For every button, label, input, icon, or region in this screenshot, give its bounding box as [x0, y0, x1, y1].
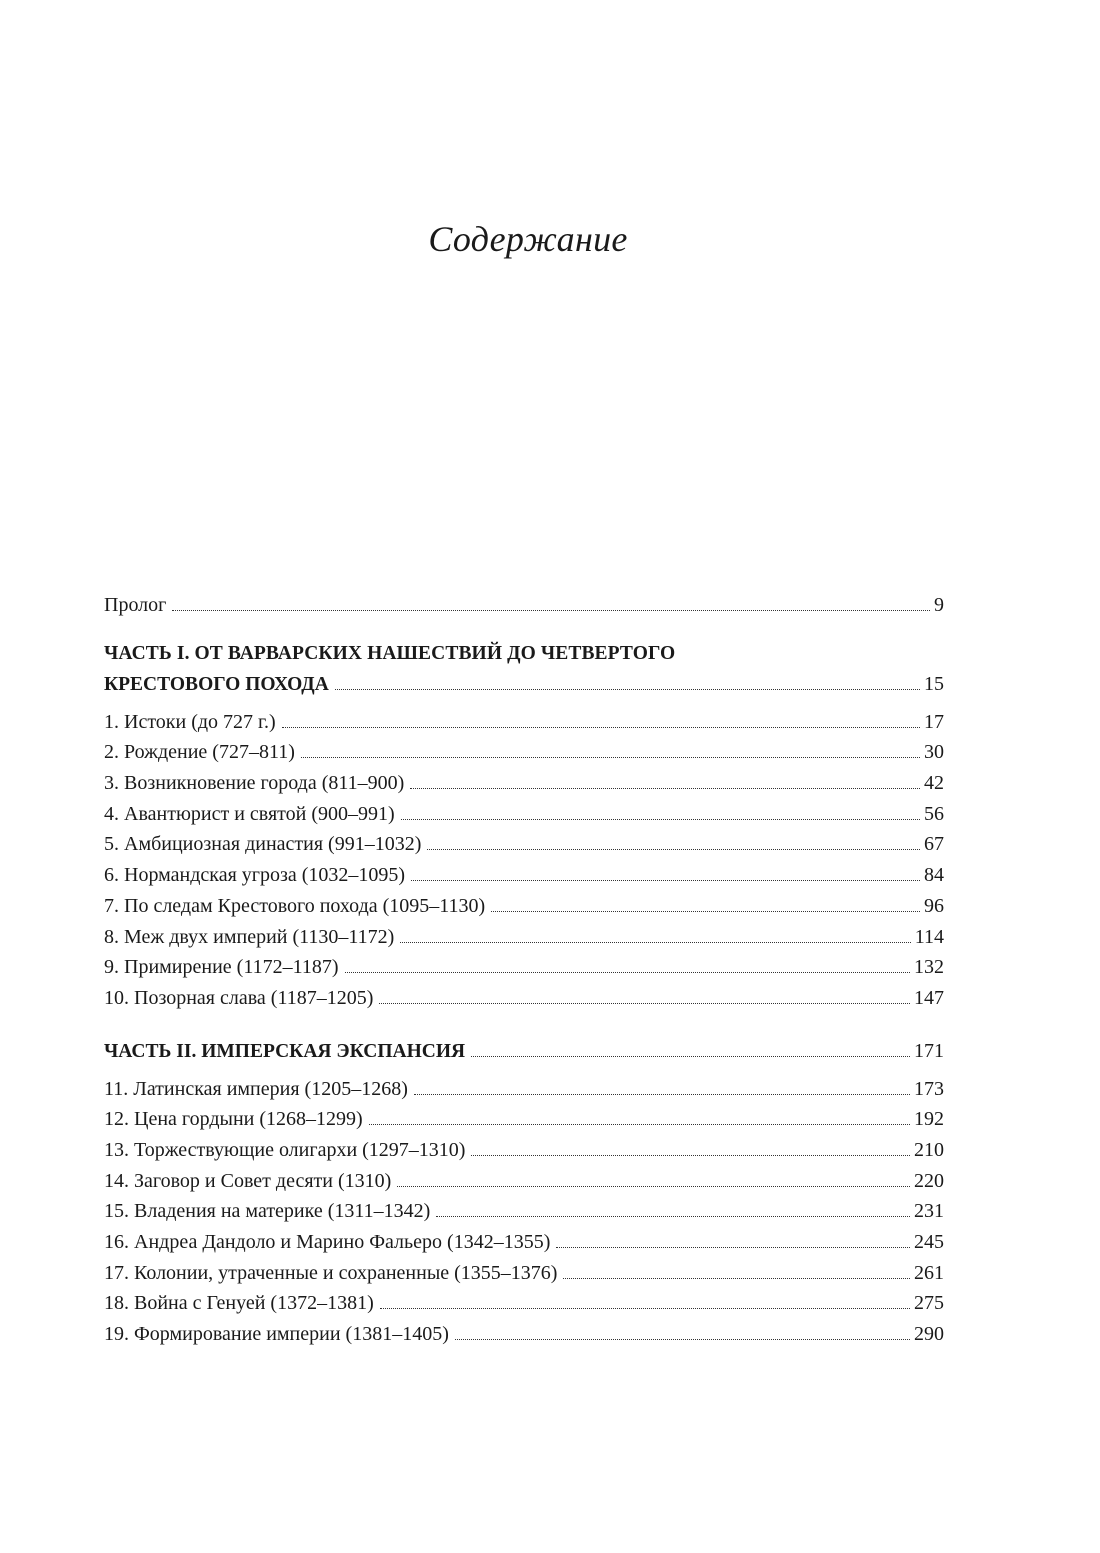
toc-entry-prologue [104, 590, 944, 621]
toc-entry-page: 114 [914, 925, 944, 948]
dot-leader [282, 726, 920, 728]
dot-leader [556, 1246, 910, 1248]
toc-entry-page: 147 [914, 986, 944, 1009]
toc-entry-chapter [104, 1196, 944, 1227]
toc-entry-label: Пролог [104, 594, 167, 616]
part-heading-label: ЧАСТЬ II. ИМПЕРСКАЯ ЭКСПАНСИЯ [104, 1040, 466, 1062]
toc-entry-label: 2. Рождение (727–811) [104, 741, 295, 764]
toc-entry-label: 17. Колонии, утраченные и сохраненные (1355–1376) [104, 1261, 558, 1284]
table-of-contents [104, 590, 944, 1350]
dot-leader [411, 879, 920, 881]
part-heading-line1: ЧАСТЬ I. ОТ ВАРВАРСКИХ НАШЕСТВИЙ ДО ЧЕТВЕРТОГО [104, 642, 676, 664]
dot-leader [563, 1277, 910, 1279]
toc-entry-page: 56 [924, 802, 944, 825]
toc-entry-chapter [104, 1166, 944, 1197]
toc-entry-chapter [104, 737, 944, 768]
toc-entry-chapter [104, 983, 944, 1014]
toc-entry-page: 210 [914, 1138, 944, 1161]
toc-entry-chapter [104, 799, 944, 830]
toc-entry-chapter [104, 1319, 944, 1350]
toc-entry-label: 4. Авантюрист и святой (900–991) [104, 802, 395, 825]
toc-entry-label: 16. Андреа Дандоло и Марино Фальеро (1342–1355) [104, 1231, 551, 1253]
toc-entry-page: 67 [924, 833, 944, 856]
part-heading-page: 171 [914, 1039, 944, 1062]
toc-entry-label: 19. Формирование империи (1381–1405) [104, 1323, 449, 1346]
dot-leader [427, 848, 920, 850]
dot-leader [410, 787, 920, 789]
toc-entry-chapter [104, 1258, 944, 1289]
dot-leader [172, 609, 930, 611]
part-heading-label: КРЕСТОВОГО ПОХОДА [104, 673, 329, 695]
toc-entry-page: 9 [934, 594, 944, 616]
dot-leader [471, 1154, 910, 1156]
part-heading [104, 1036, 944, 1068]
dot-leader [379, 1002, 910, 1004]
toc-entry-page: 17 [924, 710, 944, 733]
toc-entry-label: 5. Амбициозная династия (991–1032) [104, 833, 422, 856]
toc-entry-page: 192 [914, 1108, 944, 1131]
toc-entry-page: 84 [924, 864, 944, 887]
dot-leader [380, 1307, 910, 1309]
dot-leader [401, 818, 920, 820]
toc-entry-label: 13. Торжествующие олигархи (1297–1310) [104, 1138, 466, 1161]
toc-entry-chapter [104, 707, 944, 738]
toc-entry-chapter [104, 829, 944, 860]
toc-entry-chapter [104, 1135, 944, 1166]
chapter-list-part-1 [104, 707, 944, 1014]
toc-entry-chapter [104, 952, 944, 983]
toc-entry-chapter [104, 768, 944, 799]
part-heading [104, 639, 944, 701]
dot-leader [414, 1093, 910, 1095]
toc-entry-page: 261 [914, 1261, 944, 1284]
page-title: Содержание [428, 219, 628, 259]
toc-entry-page: 96 [924, 894, 944, 917]
toc-entry-page: 220 [914, 1169, 944, 1192]
dot-leader [345, 971, 910, 973]
part-heading-line2 [104, 1036, 944, 1068]
dot-leader [301, 756, 920, 758]
toc-entry-label: 12. Цена гордыни (1268–1299) [104, 1108, 363, 1131]
dot-leader [369, 1123, 910, 1125]
dot-leader [471, 1055, 910, 1057]
toc-entry-label: 15. Владения на материке (1311–1342) [104, 1200, 431, 1223]
dot-leader [335, 688, 920, 690]
toc-entry-page: 132 [914, 956, 944, 979]
toc-entry-chapter [104, 860, 944, 891]
toc-entry-label: 3. Возникновение города (811–900) [104, 772, 405, 795]
toc-entry-page: 173 [914, 1077, 944, 1100]
toc-entry-label: 14. Заговор и Совет десяти (1310) [104, 1169, 392, 1192]
dot-leader [400, 941, 910, 943]
toc-entry-label: 18. Война с Генуей (1372–1381) [104, 1292, 374, 1315]
toc-entry-label: 10. Позорная слава (1187–1205) [104, 986, 374, 1009]
toc-entry-chapter [104, 922, 944, 953]
dot-leader [436, 1215, 910, 1217]
toc-entry-page: 275 [914, 1292, 944, 1315]
part-heading-line2 [104, 669, 944, 701]
toc-entry-label: 6. Нормандская угроза (1032–1095) [104, 864, 406, 887]
dot-leader [397, 1185, 910, 1187]
toc-entry-label: 1. Истоки (до 727 г.) [104, 710, 276, 733]
dot-leader [455, 1338, 910, 1340]
dot-leader [491, 910, 920, 912]
part-heading-page: 15 [924, 672, 944, 695]
toc-entry-label: 7. По следам Крестового похода (1095–1130) [104, 894, 486, 917]
toc-entry-page: 30 [924, 741, 944, 764]
toc-entry-chapter [104, 1288, 944, 1319]
chapter-list-part-2 [104, 1074, 944, 1350]
toc-entry-chapter [104, 891, 944, 922]
toc-entry-label: 8. Меж двух империй (1130–1172) [104, 925, 395, 948]
toc-entry-label: 9. Примирение (1172–1187) [104, 956, 339, 979]
toc-entry-page: 290 [914, 1323, 944, 1346]
toc-entry-page: 245 [914, 1231, 944, 1253]
toc-entry-chapter [104, 1227, 944, 1258]
toc-entry-chapter [104, 1074, 944, 1105]
toc-entry-page: 231 [914, 1200, 944, 1223]
toc-entry-chapter [104, 1104, 944, 1135]
toc-entry-page: 42 [924, 772, 944, 795]
toc-entry-label: 11. Латинская империя (1205–1268) [104, 1077, 408, 1100]
